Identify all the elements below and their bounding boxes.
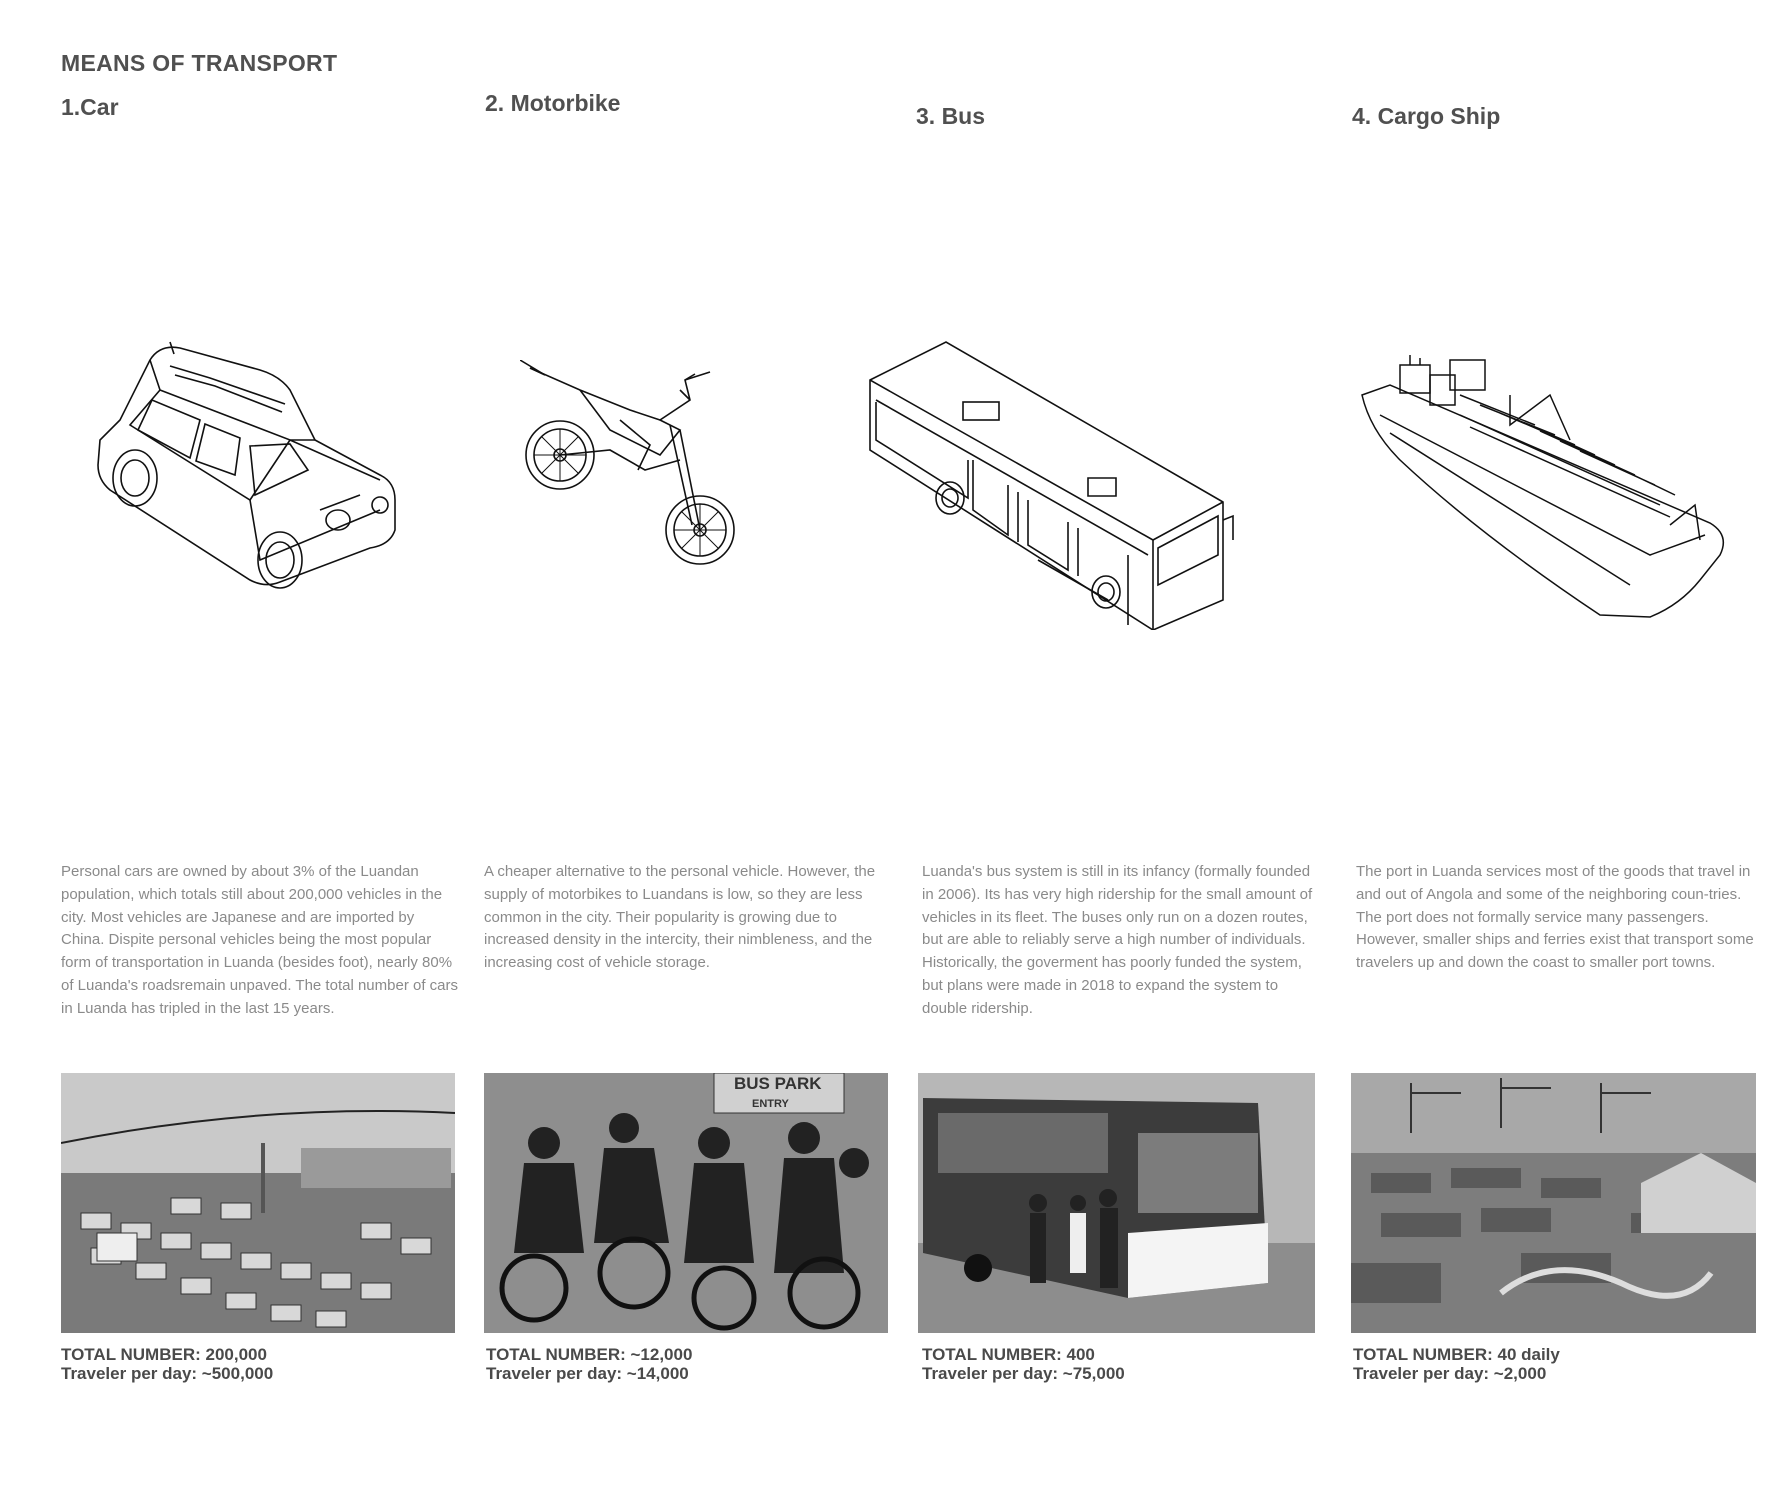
bus-traveler-per-day: Traveler per day: ~75,000 [922,1364,1125,1383]
cargo-ship-description: The port in Luanda services most of the goods that travel in and out of Angola and some of the neighboring coun-tries. The port does not formally service many passengers. However, smaller ships and ferries exist that transport some travelers up and down the coast to smaller port towns. [1356,863,1754,972]
motorbike-total-number: TOTAL NUMBER: ~12,000 [486,1345,693,1364]
port-photo [1351,1073,1756,1333]
bus-total-number: TOTAL NUMBER: 400 [922,1345,1095,1364]
bus-stop-photo [918,1073,1315,1333]
car-description: Personal cars are owned by about 3% of the Luandan population, which totals still about 200,000 vehicles in the city. Most vehicles are Japanese and are imported by China. Dispite personal vehicles being the most popular form of transportation in Luanda (besides foot), nearly 80% of Luanda's roadsremain unpaved. The total number of cars in Luanda has tripled in the last 15 years. [61,863,458,1017]
car-stats [61,1345,273,1383]
motorbike-traveler-per-day: Traveler per day: ~14,000 [486,1364,689,1383]
motorbike-title: 2. Motorbike [485,90,621,116]
cargo-ship-traveler-per-day: Traveler per day: ~2,000 [1353,1364,1547,1383]
page-title: MEANS OF TRANSPORT [61,50,338,76]
cargo-ship-title: 4. Cargo Ship [1352,103,1501,129]
entry-sign: ENTRY [752,1098,789,1110]
cargo-ship-stats [1353,1345,1560,1383]
car-total-number: TOTAL NUMBER: 200,000 [61,1345,267,1364]
motorbike-illustration [520,360,740,580]
bus-description: Luanda's bus system is still in its infancy (formally founded in 2006). Its has very high ridership for the small amount of vehicles in its fleet. The buses only run on a dozen routes, but are able to reliably serve a high number of individuals. Historically, the goverment has poorly funded the system, but plans were made in 2018 to expand the system to double ridership. [922,863,1313,1017]
car-title: 1.Car [61,94,119,120]
bus-title: 3. Bus [916,103,986,129]
car-illustration [90,330,410,600]
motorbike-stats [486,1345,692,1383]
motorbike-crowd-photo [484,1073,888,1333]
car-traffic-photo [61,1073,455,1333]
cargo-ship-total-number: TOTAL NUMBER: 40 daily [1353,1345,1560,1364]
cargo-ship-illustration [1360,355,1730,625]
car-traveler-per-day: Traveler per day: ~500,000 [61,1364,274,1383]
bus-stats [922,1345,1125,1383]
motorbike-description: A cheaper alternative to the personal vehicle. However, the supply of motorbikes to Luandans is low, so they are less common in the city. Their popularity is growing due to increased density in the intercity, their nimbleness, and the increasing cost of vehicle storage. [484,863,876,972]
bus-park-sign: BUS PARK [734,1074,822,1093]
bus-illustration [868,340,1248,630]
